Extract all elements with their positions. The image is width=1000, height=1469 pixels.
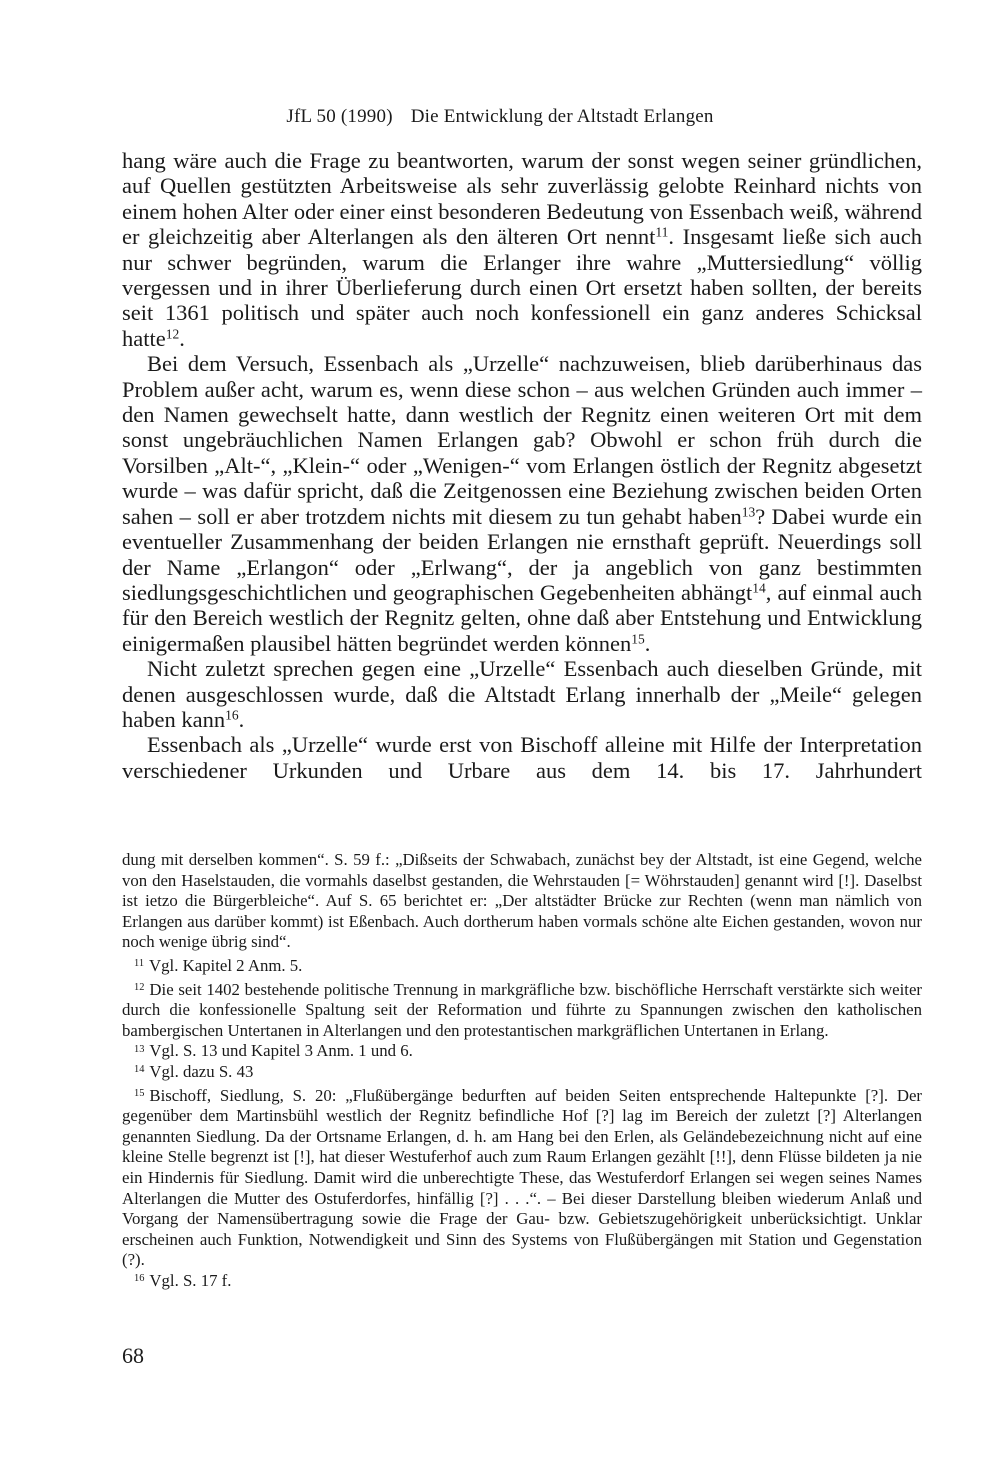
paragraph-1 <box>122 148 922 351</box>
text-run: . <box>179 325 185 351</box>
footnotes <box>122 850 922 1291</box>
text-run: . <box>238 706 245 732</box>
footnote-number: 13 <box>134 1043 145 1055</box>
text-run: . Insgesamt ließe sich auch nur schwer begründen, warum die Erlanger ihre wahre „Muttersiedlung“ völlig vergessen und in ihrer Überlieferung durch einen Ort ersetzt haben sollten, der bereits seit 1361 politisch und später auch noch konfessionell ein ganz anderes Schicksal hatte <box>122 224 922 351</box>
footnote-15 <box>122 1086 922 1271</box>
paragraph-2 <box>122 351 922 656</box>
footnote-14 <box>122 1062 922 1083</box>
footnote-ref: 16 <box>225 707 239 723</box>
main-text <box>122 148 922 783</box>
text-run: hang wäre auch die Frage zu beantworten, warum der sonst wegen seiner gründlichen, auf Quellen gestützten Arbeitsweise als sehr zuverlässig gelobte Reinhard nichts von einem hohen Alter oder einer einst besonderen Bedeutung von Essenbach weiß, während er gleichzeitig aber Alterlangen als den älteren Ort nennt <box>122 148 922 250</box>
paragraph-3 <box>122 656 922 732</box>
footnote-text: Vgl. S. 17 f. <box>149 1270 232 1290</box>
footnote-text: Die seit 1402 bestehende politische Trennung in markgräfliche bzw. bischöfliche Herrschaft verstärkte sich weiter durch die konfessionelle Spaltung seit der Reformation und führte zu Spannungen zwischen den katholischen bambergischen Untertanen in Alterlangen und den protestantischen markgräflichen Untertanen in Erlang. <box>122 979 922 1040</box>
header-title: Die Entwicklung der Altstadt Erlangen <box>410 106 714 127</box>
page-number: 68 <box>122 1343 144 1368</box>
footnote-13 <box>122 1041 922 1062</box>
text-run: ? Dabei wurde ein eventueller Zusammenhang der beiden Erlangen nie ernsthaft geprüft. Neuerdings soll der Name „Erlangon“ oder „Erlwang“, der ja angeblich von ganz bestimmten siedlungsgeschichtlichen und geographischen Gegebenheiten abhängt <box>122 503 922 605</box>
footnote-number: 12 <box>134 981 145 993</box>
footnote-16 <box>122 1271 922 1292</box>
footnote-text: Bischoff, Siedlung, S. 20: „Flußübergänge bedurften auf beiden Seiten entsprechende Haltepunkte [?]. Der gegenüber dem Martinsbühl westlich der Regnitz befindliche Hof [?] lag im Bereich der zuletzt [?] Alterlangen genannten Siedlung. Da der Ortsname Erlangen, d. h. am Hang bei den Erlen, als Geländebezeichnung nicht auf eine kleine Stelle begrenzt ist [!], hat dieser Westuferhof auch zum Raum Erlangen gezählt [!!], denn Flüsse bildeten ja nie ein Hindernis für Siedlung. Damit wird die unberechtigte These, das Westuferdorf Erlangen sei wegen seines Names Alterlangen die Mutter des Ostuferdorfes, hinfällig [?] . . .“. – Bei dieser Darstellung bleiben wiederum Anlaß und Vorgang der Namensübertragung sowie die Frage der Gau- bzw. Gebietszugehörigkeit unberücksichtigt. Unklar erscheinen auch Funktion, Notwendigkeit und Sinn des Systems von Flußübergängen mit Station und Gegenstation (?). <box>122 1085 922 1270</box>
text-run: Bei dem Versuch, Essenbach als „Urzelle“ nachzuweisen, blieb darüberhinaus das Problem außer acht, warum es, wenn diese schon – aus welchen Gründen auch immer – den Namen gewechselt hatte, dann westlich der Regnitz einen weiteren Ort mit dem sonst ungebräuchlichen Namen Erlangen gab? Obwohl er schon früh durch die Vorsilben „Alt-“, „Klein-“ oder „Wenigen-“ vom Erlangen östlich der Regnitz abgesetzt wurde – was dafür spricht, daß die Zeitgenossen eine Beziehung zwischen beiden Orten sahen – soll er aber trotzdem nichts mit diesem zu tun gehabt haben <box>122 351 922 529</box>
footnote-continuation: dung mit derselben kommen“. S. 59 f.: „Dißseits der Schwabach, zunächst bey der Altstadt, ist eine Gegend, welche von den Haselstauden, die vormahls daselbst gestanden, die Wehrstauden [= Wöhrstauden] genannt wird [!]. Daselbst ist ietzo die Bürgerbleiche“. Auf S. 65 berichtet er: „Der altstädter Brücke zur Rechten (wenn man nämlich von Erlangen aus darüber kommt) ist Eßenbach. Auch dortherum haben vormals schöne alte Eichen gestanden, wovon nur noch wenige übrig sind“. <box>122 850 922 952</box>
footnote-ref: 15 <box>631 631 645 647</box>
footnote-text: Vgl. Kapitel 2 Anm. 5. <box>149 955 303 975</box>
running-header <box>0 106 1000 128</box>
footnote-11 <box>122 956 922 977</box>
text-run: Nicht zuletzt sprechen gegen eine „Urzelle“ Essenbach auch dieselben Gründe, mit denen ausgeschlossen wurde, daß die Altstadt Erlang innerhalb der „Meile“ gelegen haben kann <box>122 656 922 732</box>
text-run: . <box>644 630 651 656</box>
footnote-number: 11 <box>134 958 145 970</box>
footnote-text: Vgl. S. 13 und Kapitel 3 Anm. 1 und 6. <box>149 1041 413 1061</box>
footnote-number: 16 <box>134 1273 145 1285</box>
footnote-number: 15 <box>134 1087 145 1099</box>
footnote-ref: 13 <box>741 504 756 520</box>
text-run: , auf einmal auch für den Bereich westlich der Regnitz gelten, ohne daß aber Entstehung und Entwicklung einigermaßen plausibel hätten begründet werden können <box>122 579 922 656</box>
footnote-text: Vgl. dazu S. 43 <box>149 1061 254 1081</box>
footnote-ref: 11 <box>655 224 669 240</box>
header-journal: JfL 50 (1990) <box>286 106 393 127</box>
footnote-ref: 14 <box>752 580 766 596</box>
footnote-ref: 12 <box>165 326 180 342</box>
paragraph-4: Essenbach als „Urzelle“ wurde erst von Bischoff alleine mit Hilfe der Interpretation verschiedener Urkunden und Urbare aus dem 14. bis 17. Jahrhundert <box>122 732 922 783</box>
footnote-number: 14 <box>134 1064 145 1076</box>
footnote-12 <box>122 980 922 1042</box>
